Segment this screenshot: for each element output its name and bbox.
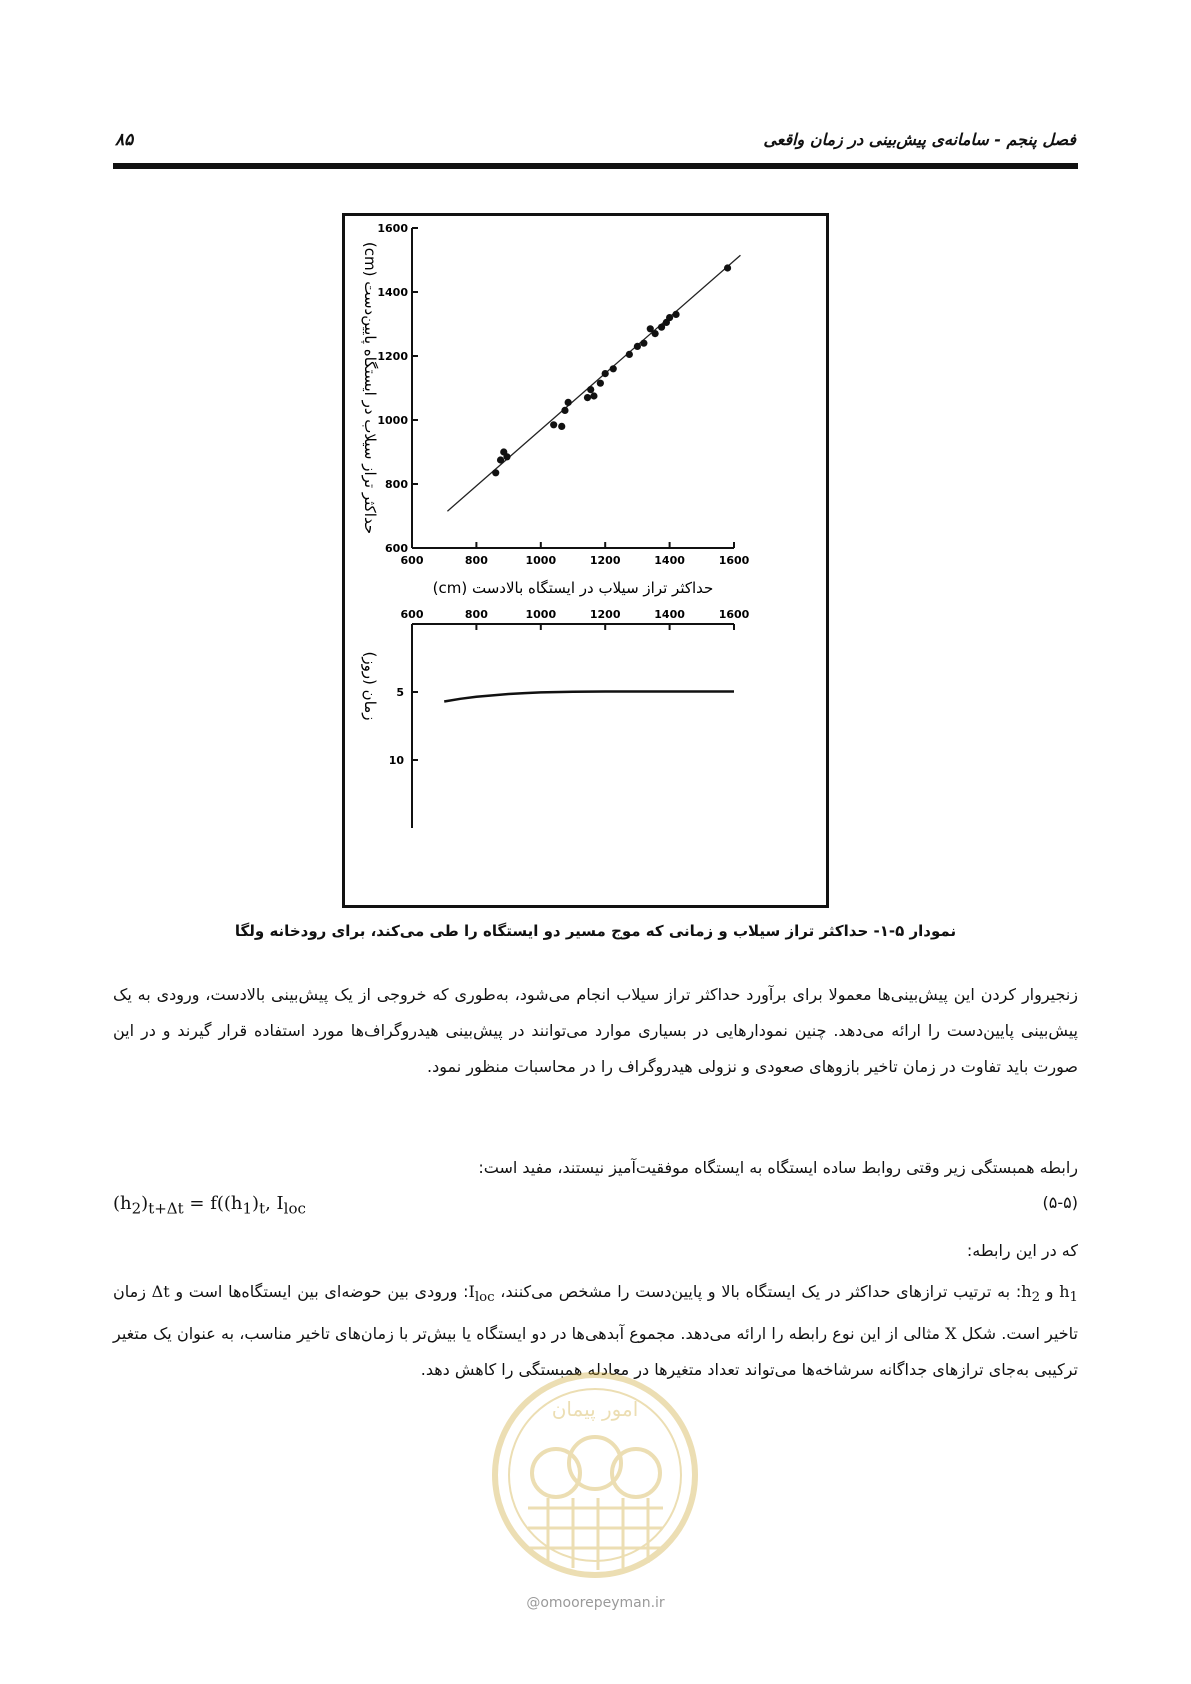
var-loc-sub: loc <box>474 1290 495 1306</box>
body-paragraph-2: رابطه همبستگی زیر وقتی روابط ساده ایستگاه به ایستگاه موفقیت‌آمیز نیستند، مفید است: <box>478 1158 1078 1177</box>
scatter-x-tick-label: 1200 <box>589 554 621 567</box>
var-h1-sub: 1 <box>1069 1290 1079 1306</box>
scatter-point <box>626 351 633 358</box>
scatter-y-tick-label: 1600 <box>377 222 408 235</box>
scatter-x-tick-label: 1400 <box>654 554 685 567</box>
scatter-point <box>634 343 641 350</box>
scatter-x-label: حداکثر تراز سیلاب در ایستگاه بالادست (cm) <box>432 579 714 597</box>
eq-h2-sub: 2 <box>131 1199 142 1218</box>
time-x-tick-label: 1200 <box>589 608 621 621</box>
watermark-logo <box>488 1368 703 1583</box>
body-paragraph-1: زنجیروار کردن این پیش‌بینی‌ها معمولا برای برآورد حداکثر تراز سیلاب انجام می‌شود، به‌طوری که خروجی از یک پیش‌بینی بالادست، ورودی به یک پیش‌بینی پایین‌دست را ارائه می‌دهد. چنین نمودارهایی در بسیاری موارد می‌توانند در پیش‌بینی هیدروگراف‌ها مورد استفاده قرار گیرند و در این صورت باید تفاوت در زمان تاخیر بازوهای صعودی و نزولی هیدروگراف را در محاسبات منظور نمود. <box>113 985 1078 1076</box>
scatter-x-tick-label: 1600 <box>718 554 750 567</box>
scatter-point <box>584 394 591 401</box>
page-number: ۸۵ <box>115 130 134 150</box>
time-x-tick-label: 1600 <box>718 608 750 621</box>
scatter-x-tick-label: 800 <box>464 554 488 567</box>
body-paragraph-3: که در این رابطه: <box>966 1241 1078 1260</box>
scatter-point <box>565 399 572 406</box>
scatter-point <box>597 380 604 387</box>
eq-t-dt: t+Δt <box>148 1199 184 1218</box>
scatter-y-tick-label: 1200 <box>377 350 408 363</box>
eq-mid: = f((h <box>183 1193 243 1214</box>
scatter-point <box>590 392 597 399</box>
eq-t: t <box>259 1199 266 1218</box>
scatter-point <box>652 330 659 337</box>
scatter-point <box>587 386 594 393</box>
time-x-tick-label: 1000 <box>525 608 557 621</box>
figure-caption: نمودار ۵-۱- حداکثر تراز سیلاب و زمانی که موج مسیر دو ایستگاه را طی می‌کند، برای رودخانه ولگا <box>234 922 957 940</box>
var-i-base: I <box>468 1282 475 1301</box>
var-h1 <box>1059 1282 1079 1306</box>
regression-line <box>447 255 740 511</box>
scatter-point <box>602 370 609 377</box>
scatter-point <box>492 469 499 476</box>
var-h2-sub: 2 <box>1031 1290 1041 1306</box>
scatter-point <box>724 264 731 271</box>
eq-h2: (h <box>113 1193 132 1214</box>
scatter-y-tick-label: 1400 <box>377 286 408 299</box>
var-h1-base: h <box>1059 1282 1070 1301</box>
scatter-point <box>558 423 565 430</box>
para4-text-3: زمان تاخیر است. شکل <box>113 1282 1079 1344</box>
eq-iloc: , I <box>265 1193 284 1214</box>
eq-loc-sub: loc <box>283 1199 306 1218</box>
eq-h1-sub: 1 <box>242 1199 253 1218</box>
scatter-y-tick-label: 600 <box>385 542 408 555</box>
equation-number: (۵-۵) <box>1042 1193 1078 1212</box>
time-x-tick-label: 1400 <box>654 608 685 621</box>
para4-text-4: مثالی از این نوع رابطه را ارائه می‌دهد. مجموع آبدهی‌ها در دو ایستگاه یا بیش‌تر با زمان‌های تاخیر مناسب، به عنوان یک متغیر ترکیبی به‌جای ترازهای جداگانه سرشاخه‌ها می‌تواند تعداد متغیرها در معادله همبستگی را کاهش دهد. <box>113 1324 1078 1380</box>
var-h2-base: h <box>1021 1282 1032 1301</box>
time-x-tick-label: 600 <box>400 608 424 621</box>
para4-text-1: : به ترتیب ترازهای حداکثر در یک ایستگاه بالا و پایین‌دست را مشخص می‌کنند، <box>494 1282 1022 1301</box>
conj-and: و <box>1040 1282 1060 1301</box>
equation-formula <box>113 1193 306 1218</box>
scatter-x-tick-label: 1000 <box>525 554 557 567</box>
scatter-point <box>672 311 679 318</box>
scatter-point <box>666 314 673 321</box>
watermark-logo-text: امور پیمان <box>551 1397 639 1421</box>
time-y-label: زمان (روز) <box>361 651 379 721</box>
scatter-point <box>497 456 504 463</box>
var-x: X <box>945 1324 957 1344</box>
scatter-y-tick-label: 800 <box>385 478 408 491</box>
header-rule <box>113 163 1078 169</box>
lag-time-curve <box>444 692 734 702</box>
watermark-site: @omoorepeyman.ir <box>526 1595 665 1611</box>
eq-close2: ) <box>252 1193 260 1214</box>
scatter-point <box>561 407 568 414</box>
para4-text-2: : ورودی بین حوضه‌ای بین ایستگاه‌ها است و <box>169 1282 469 1301</box>
scatter-x-tick-label: 600 <box>400 554 424 567</box>
scatter-point <box>610 365 617 372</box>
time-y-tick-label: 10 <box>388 754 404 767</box>
scatter-point <box>550 421 557 428</box>
time-x-tick-label: 800 <box>464 608 488 621</box>
figure-charts <box>345 216 826 905</box>
scatter-point <box>503 453 510 460</box>
var-iloc <box>468 1282 495 1306</box>
var-h2 <box>1021 1282 1041 1306</box>
running-header-title: فصل پنجم - سامانه‌ی پیش‌بینی در زمان واقعی <box>763 130 1076 149</box>
grid-icon <box>528 1498 663 1570</box>
scatter-point <box>640 340 647 347</box>
var-delta-t: Δt <box>151 1282 170 1301</box>
scatter-y-label: حداکثر تراز سیلاب در ایستگاه پایین‌دست (cm) <box>361 241 379 535</box>
scatter-y-tick-label: 1000 <box>377 414 408 427</box>
equation-row <box>113 1193 1078 1223</box>
figure-frame <box>342 213 829 908</box>
time-y-tick-label: 5 <box>396 686 404 699</box>
eq-close: ) <box>141 1193 149 1214</box>
